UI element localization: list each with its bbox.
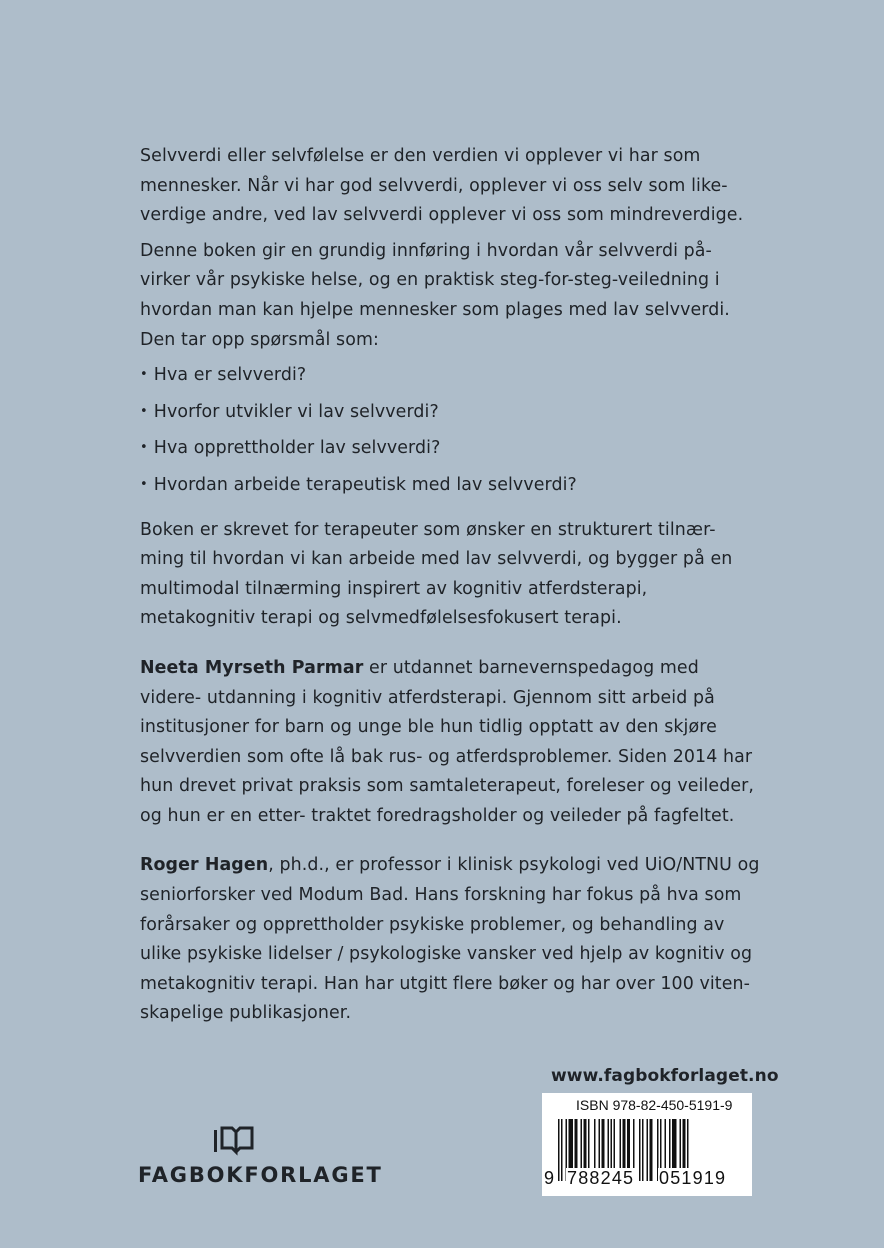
barcode-bar — [642, 1119, 644, 1181]
author-bio-1 — [140, 654, 760, 832]
question-list — [140, 361, 760, 501]
author-bio-text-2: , ph.d., er professor i klinisk psykologi ved UiO/NTNU og seniorforsker ved Modum Bad. Hans forskning har fokus på hva som forårsaker og opprettholder psykiske problemer, og behandling av ulike psykiske lidelser / psykologiske vansker ved hjelp av kognitiv og metakognitiv terapi. Han har utgitt flere bøker og har over 100 viten- skapelige publikasjoner. — [140, 855, 760, 1024]
isbn-barcode — [542, 1093, 752, 1196]
author-bio-2 — [140, 851, 760, 1029]
book-logo-icon — [212, 1124, 256, 1156]
barcode-digit-first: 9 — [544, 1168, 556, 1188]
barcode-bar — [639, 1119, 641, 1181]
question-item: • Hva opprettholder lav selvverdi? — [140, 434, 760, 465]
description-paragraph-1: Selvverdi eller selvfølelse er den verdien vi opplever vi har som mennesker. Når vi har god selvverdi, opplever vi oss selv som like- verdige andre, ved lav selvverdi opplever vi oss som mindreverdige. — [140, 146, 744, 226]
author-bio-text-1: er utdannet barnevernspedagog med videre- utdanning i kognitiv atferdsterapi. Gjennom sitt arbeid på institusjoner for barn og unge ble hun tidlig opptatt av den skjøre selvverdien som ofte lå bak rus- og atferdsproblemer. Siden 2014 har hun drevet privat praksis som samtaleterapeut, foreleser og veileder, og hun er en etter- traktet foredragsholder og veileder på fagfeltet. — [140, 657, 755, 826]
publisher-url: www.fagbokforlaget.no — [551, 1066, 779, 1086]
barcode-digits-right: 051919 — [659, 1168, 727, 1188]
isbn-label: ISBN 978-82-450-5191-9 — [576, 1097, 733, 1113]
barcode-bar — [650, 1119, 653, 1181]
question-item: • Hvorfor utvikler vi lav selvverdi? — [140, 398, 760, 429]
publisher-logo-text: FAGBOKFORLAGET — [138, 1163, 383, 1187]
author-name-2: Roger Hagen — [140, 855, 269, 876]
question-item: • Hva er selvverdi? — [140, 361, 760, 392]
author-name-1: Neeta Myrseth Parmar — [140, 657, 364, 678]
barcode-bar — [558, 1119, 560, 1181]
barcode-bar — [561, 1119, 563, 1181]
question-item: • Hvordan arbeide terapeutisk med lav selvverdi? — [140, 471, 760, 502]
back-cover-text — [140, 142, 760, 1035]
barcode-digits-left: 788245 — [567, 1168, 635, 1188]
barcode-bar — [647, 1119, 649, 1181]
description-paragraph-2: Denne boken gir en grundig innføring i hvordan vår selvverdi på- virker vår psykiske helse, og en praktisk steg-for-steg-veiledning i hvordan man kan hjelpe mennesker som plages med lav selvverdi. Den tar opp spørsmål som: — [140, 240, 730, 350]
description-paragraph-3: Boken er skrevet for terapeuter som ønsker en strukturert tilnær- ming til hvordan vi kan arbeide med lav selvverdi, og bygger på en multimodal tilnærming inspirert av kognitiv atferdsterapi, metakognitiv terapi og selvmedfølelsesfokusert terapi. — [140, 519, 733, 629]
